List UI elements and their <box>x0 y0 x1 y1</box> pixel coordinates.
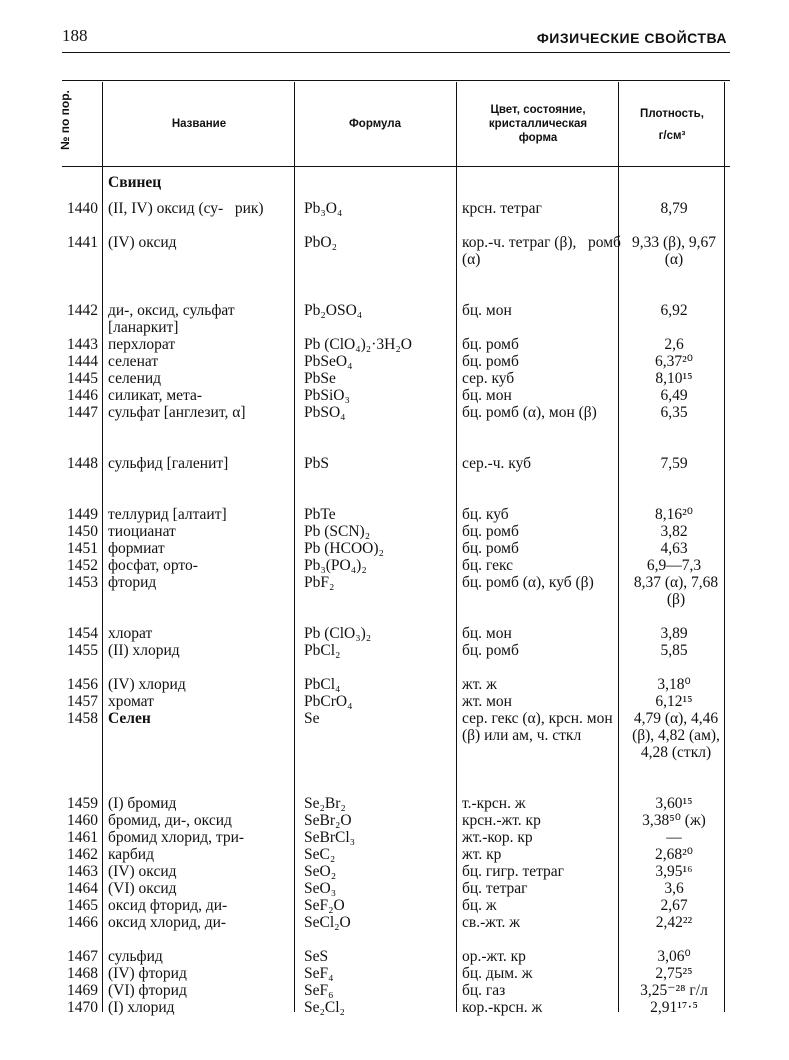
row-name: ди-, оксид, сульфат [ланаркит] <box>108 302 235 336</box>
row-formula: SeO₃ <box>304 880 337 897</box>
row-name: тиоцианат <box>108 523 176 540</box>
row-density: — <box>666 829 682 846</box>
row-name: формиат <box>108 540 165 557</box>
row-name: (II) хлорид <box>108 642 180 659</box>
col-divider-2 <box>294 82 295 1012</box>
row-density: 3,89 <box>660 625 688 642</box>
row-formula: SeF₆ <box>304 982 334 999</box>
row-state: бц. мон <box>462 625 512 642</box>
header-state-line: Цвет, состояние, <box>490 104 586 116</box>
row-formula: PbS <box>304 455 329 472</box>
row-state: крсн.-жт. кр <box>462 812 541 829</box>
row-number: 1444 <box>67 353 98 370</box>
row-state: бц. ромб (α), куб (β) <box>462 574 594 591</box>
row-density: 2,67 <box>660 897 688 914</box>
row-formula: SeBrCl₃ <box>304 829 356 846</box>
row-name: хромат <box>108 693 154 710</box>
row-density: 8,37 (α), 7,68 (β) <box>633 574 719 608</box>
row-state: бц. ромб <box>462 642 519 659</box>
row-density: 8,16²⁰ <box>655 506 693 523</box>
header-no: № по пор. <box>58 90 72 150</box>
row-name: селенид <box>108 370 162 387</box>
row-name: теллурид [алтаит] <box>108 506 227 523</box>
row-number: 1467 <box>67 948 98 965</box>
row-density: 2,68²⁰ <box>655 846 693 863</box>
row-number: 1462 <box>67 846 98 863</box>
row-state: жт.-кор. кр <box>462 829 533 846</box>
row-name: (VI) оксид <box>108 880 177 897</box>
row-number: 1446 <box>67 387 98 404</box>
row-formula: SeC₂ <box>304 846 336 863</box>
header-state-line: кристаллическая <box>488 117 588 130</box>
row-number: 1440 <box>67 200 98 217</box>
row-state: бц. ромб <box>462 523 519 540</box>
row-state: кор.-крсн. ж <box>462 999 543 1016</box>
row-name: (I) бромид <box>108 795 177 812</box>
row-state: бц. гигр. тетраг <box>462 863 565 880</box>
row-state: сер. куб <box>462 370 515 387</box>
row-name: силикат, мета- <box>108 387 203 404</box>
row-formula: PbCrO₄ <box>304 693 353 710</box>
row-density: 9,33 (β), 9,67 (α) <box>631 234 717 268</box>
row-name: Селен <box>108 710 151 727</box>
header-density-line: г/см³ <box>658 129 686 142</box>
row-formula: PbO₂ <box>304 234 337 251</box>
page-number: 188 <box>62 26 88 45</box>
header-density <box>620 108 724 144</box>
row-density: 2,91¹⁷·⁵ <box>650 999 698 1016</box>
row-number: 1469 <box>67 982 98 999</box>
row-number: 1466 <box>67 914 98 931</box>
row-name: сульфат [англезит, α] <box>108 404 246 421</box>
row-density: 6,12¹⁵ <box>655 693 693 710</box>
row-name: (VI) фторид <box>108 982 187 999</box>
row-name: бромид, ди-, оксид <box>108 812 232 829</box>
row-state: жт. мон <box>462 693 512 710</box>
row-number: 1450 <box>67 523 98 540</box>
row-name: фосфат, орто- <box>108 557 198 574</box>
row-formula: PbCl₄ <box>304 676 341 693</box>
row-density: 3,82 <box>660 523 688 540</box>
row-formula: Pb (ClO₃)₂ <box>304 625 372 642</box>
row-number: 1454 <box>67 625 98 642</box>
row-formula: SeF₂O <box>304 897 345 914</box>
row-density: 3,06⁰ <box>657 948 691 965</box>
row-state: кор.-ч. тетраг (β), ромб (α) <box>462 234 621 268</box>
col-divider-1 <box>102 82 103 1012</box>
row-number: 1442 <box>67 302 98 319</box>
row-density: 3,6 <box>664 880 684 897</box>
running-head: ФИЗИЧЕСКИЕ СВОЙСТВА <box>536 30 727 46</box>
row-name: сульфид [галенит] <box>108 455 229 472</box>
row-formula: SeCl₂O <box>304 914 351 931</box>
row-density: 6,37²⁰ <box>655 353 693 370</box>
row-density: 2,75²⁵ <box>655 965 693 982</box>
row-state: жт. ж <box>462 676 497 693</box>
row-number: 1455 <box>67 642 98 659</box>
row-state: бц. дым. ж <box>462 965 533 982</box>
row-name: сульфид <box>108 948 163 965</box>
row-name: хлорат <box>108 625 153 642</box>
row-number: 1465 <box>67 897 98 914</box>
header-state-line: форма <box>518 131 558 144</box>
col-divider-3 <box>456 82 457 1012</box>
row-name: бромид хлорид, три- <box>108 829 245 846</box>
row-name: (II, IV) оксид (су- рик) <box>108 200 264 217</box>
row-name: оксид хлорид, ди- <box>108 914 227 931</box>
row-formula: Pb₂OSO₄ <box>304 302 363 319</box>
row-number: 1448 <box>67 455 98 472</box>
row-number: 1470 <box>67 999 98 1016</box>
row-number: 1464 <box>67 880 98 897</box>
row-density: 6,49 <box>660 387 688 404</box>
row-state: бц. ромб <box>462 353 519 370</box>
row-name: селенат <box>108 353 159 370</box>
row-formula: SeS <box>304 948 329 965</box>
row-state: бц. гекс <box>462 557 513 574</box>
row-state: бц. куб <box>462 506 509 523</box>
row-formula: Se₂Cl₂ <box>304 999 345 1016</box>
row-formula: Se₂Br₂ <box>304 795 346 812</box>
row-density: 8,79 <box>660 200 688 217</box>
row-state: сер.-ч. куб <box>462 455 532 472</box>
row-formula: PbSe <box>304 370 336 387</box>
row-state: сер. гекс (α), крсн. мон (β) или ам, ч. сткл <box>462 710 613 744</box>
row-formula: Pb (SCN)₂ <box>304 523 371 540</box>
row-state: бц. ж <box>462 897 497 914</box>
row-name: (I) хлорид <box>108 999 175 1016</box>
row-number: 1447 <box>67 404 98 421</box>
row-name: карбид <box>108 846 154 863</box>
header-formula: Формула <box>348 118 401 130</box>
row-state: бц. газ <box>462 982 506 999</box>
row-number: 1458 <box>67 710 98 727</box>
rule-header-top <box>62 80 730 81</box>
row-density: 6,92 <box>660 302 688 319</box>
row-formula: SeF₄ <box>304 965 334 982</box>
row-density: 3,18⁰ <box>657 676 691 693</box>
row-name: (IV) оксид <box>108 234 177 251</box>
row-formula: PbSiO₃ <box>304 387 350 404</box>
row-number: 1457 <box>67 693 98 710</box>
row-number: 1449 <box>67 506 98 523</box>
row-formula: Pb (ClO₄)₂·3H₂O <box>304 336 412 353</box>
row-number: 1460 <box>67 812 98 829</box>
row-density: 8,10¹⁵ <box>655 370 693 387</box>
row-state: ор.-жт. кр <box>462 948 526 965</box>
row-state: крсн. тетраг <box>462 200 542 217</box>
row-formula: Pb₃(PO₄)₂ <box>304 557 367 574</box>
row-name: оксид фторид, ди- <box>108 897 228 914</box>
row-state: св.-жт. ж <box>462 914 521 931</box>
row-formula: PbCl₂ <box>304 642 341 659</box>
row-density: 2,6 <box>664 336 684 353</box>
row-density: 6,35 <box>660 404 688 421</box>
row-name: (IV) хлорид <box>108 676 186 693</box>
row-number: 1445 <box>67 370 98 387</box>
row-density: 4,79 (α), 4,46 (β), 4,82 (ам), 4,28 (сткл) <box>632 710 720 761</box>
row-formula: Pb₃O₄ <box>304 200 343 217</box>
row-number: 1459 <box>67 795 98 812</box>
row-density: 4,63 <box>660 540 688 557</box>
rule-top <box>62 52 730 53</box>
header-name: Название <box>171 118 227 130</box>
row-formula: PbSeO₄ <box>304 353 353 370</box>
row-number: 1453 <box>67 574 98 591</box>
row-name: (IV) оксид <box>108 863 177 880</box>
row-state: жт. кр <box>462 846 502 863</box>
row-density: 7,59 <box>660 455 688 472</box>
row-density: 5,85 <box>660 642 688 659</box>
row-number: 1463 <box>67 863 98 880</box>
header-density-line: Плотность, <box>640 108 704 120</box>
row-state: бц. ромб (α), мон (β) <box>462 404 597 421</box>
row-formula: PbTe <box>304 506 336 523</box>
row-formula: Se <box>304 710 320 727</box>
row-density: 3,25⁻²⁸ г/л <box>640 982 708 999</box>
row-state: бц. тетраг <box>462 880 528 897</box>
row-name: фторид <box>108 574 157 591</box>
row-density: 6,9—7,3 <box>646 557 702 574</box>
row-number: 1451 <box>67 540 98 557</box>
row-state: бц. мон <box>462 387 512 404</box>
row-number: 1443 <box>67 336 98 353</box>
row-name: перхлорат <box>108 336 176 353</box>
row-density: 3,38⁵⁰ (ж) <box>642 812 706 829</box>
row-state: бц. мон <box>462 302 512 319</box>
row-state: т.-крсн. ж <box>462 795 526 812</box>
header-state <box>460 104 616 145</box>
row-number: 1468 <box>67 965 98 982</box>
row-number: 1452 <box>67 557 98 574</box>
row-number: 1441 <box>67 234 98 251</box>
row-name: Свинец <box>108 174 162 191</box>
row-formula: SeBr₂O <box>304 812 352 829</box>
rule-header-bottom <box>62 166 730 167</box>
row-name: (IV) фторид <box>108 965 187 982</box>
row-density: 3,60¹⁵ <box>655 795 693 812</box>
row-number: 1461 <box>67 829 98 846</box>
row-density: 3,95¹⁶ <box>655 863 693 880</box>
row-formula: Pb (HCOO)₂ <box>304 540 384 557</box>
row-formula: PbF₂ <box>304 574 335 591</box>
row-formula: SeO₂ <box>304 863 337 880</box>
row-density: 2,42²² <box>655 914 693 931</box>
row-number: 1456 <box>67 676 98 693</box>
row-state: бц. ромб <box>462 336 519 353</box>
row-formula: PbSO₄ <box>304 404 346 421</box>
row-state: бц. ромб <box>462 540 519 557</box>
